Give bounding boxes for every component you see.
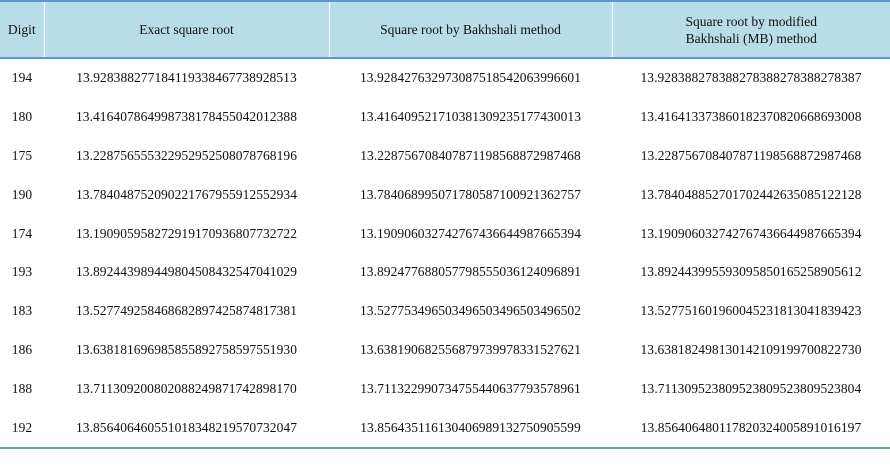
cell-digit: 175 xyxy=(11,147,33,163)
cell-modified-bakhshali: 13.638182498130142109199700822730 xyxy=(640,341,862,357)
cell-exact: 13.228756555322952952508078768196 xyxy=(75,147,298,163)
cell-bakhshali: 13.892477688057798555036124096891 xyxy=(359,264,582,280)
header-mb-line-2: Bakhshali (MB) method xyxy=(685,30,817,46)
table-row xyxy=(0,331,890,370)
table-row xyxy=(0,137,890,176)
cell-bakhshali: 13.711322990734755440637793578961 xyxy=(360,380,581,396)
cell-bakhshali: 13.190906032742767436644987665394 xyxy=(359,225,582,241)
cell-bakhshali: 13.527753496503496503496503496502 xyxy=(359,303,582,319)
cell-digit: 180 xyxy=(11,109,33,125)
cell-modified-bakhshali: 13.784048852701702442635085122128 xyxy=(640,186,862,202)
cell-bakhshali: 13.638190682556879739978331527621 xyxy=(359,341,582,357)
cell-exact: 13.784048752090221767955912552934 xyxy=(75,186,298,202)
cell-bakhshali: 13.784068995071780587100921362757 xyxy=(359,186,582,202)
cell-bakhshali: 13.416409521710381309235177430013 xyxy=(359,109,582,125)
cell-modified-bakhshali: 13.527751601960045231813041839423 xyxy=(640,303,862,319)
cell-exact: 13.856406460551018348219570732047 xyxy=(44,408,329,448)
cell-digit: 188 xyxy=(11,380,33,396)
cell-bakhshali: 13.856435116130406989132750905599 xyxy=(329,408,612,448)
table-row xyxy=(0,408,890,448)
header-modified-bakhshali xyxy=(612,1,890,58)
cell-digit: 186 xyxy=(11,341,33,357)
cell-digit: 183 xyxy=(11,303,33,319)
cell-exact: 13.527749258468682897425874817381 xyxy=(75,303,298,319)
cell-modified-bakhshali: 13.856406480117820324005891016197 xyxy=(612,408,890,448)
cell-exact: 13.928388277184119338467738928513 xyxy=(76,70,297,86)
table-row xyxy=(0,175,890,214)
header-row xyxy=(0,1,890,58)
cell-digit: 190 xyxy=(11,186,33,202)
header-mb-line-1: Square root by modified xyxy=(685,13,818,29)
cell-digit: 193 xyxy=(11,264,33,280)
cell-exact: 13.711309200802088249871742898170 xyxy=(76,380,297,396)
cell-exact: 13.892443989449804508432547041029 xyxy=(75,264,298,280)
cell-modified-bakhshali: 13.416413373860182370820668693008 xyxy=(640,109,862,125)
table-row xyxy=(0,98,890,137)
cell-modified-bakhshali: 13.928388278388278388278388278387 xyxy=(640,70,862,86)
table-row xyxy=(0,369,890,408)
header-bakhshali: Square root by Bakhshali method xyxy=(329,1,612,58)
cell-digit: 192 xyxy=(0,408,44,448)
cell-bakhshali: 13.228756708407871198568872987468 xyxy=(360,147,581,163)
header-digit: Digit xyxy=(0,1,44,58)
cell-digit: 174 xyxy=(11,225,33,241)
cell-bakhshali: 13.928427632973087518542063996601 xyxy=(359,70,582,86)
cell-exact: 13.416407864998738178455042012388 xyxy=(75,109,298,125)
table-row xyxy=(0,214,890,253)
table-row xyxy=(0,58,890,98)
cell-modified-bakhshali: 13.190906032742767436644987665394 xyxy=(640,225,862,241)
cell-exact: 13.190905958272919170936807732722 xyxy=(75,225,298,241)
table-body xyxy=(0,58,890,448)
table-row xyxy=(0,292,890,331)
header-exact: Exact square root xyxy=(44,1,329,58)
cell-modified-bakhshali: 13.228756708407871198568872987468 xyxy=(640,147,862,163)
cell-digit: 194 xyxy=(11,70,33,86)
table-row xyxy=(0,253,890,292)
cell-exact: 13.638181696985855892758597551930 xyxy=(75,341,298,357)
cell-modified-bakhshali: 13.892443995593095850165258905612 xyxy=(640,264,862,280)
cell-modified-bakhshali: 13.711309523809523809523809523804 xyxy=(640,380,862,396)
